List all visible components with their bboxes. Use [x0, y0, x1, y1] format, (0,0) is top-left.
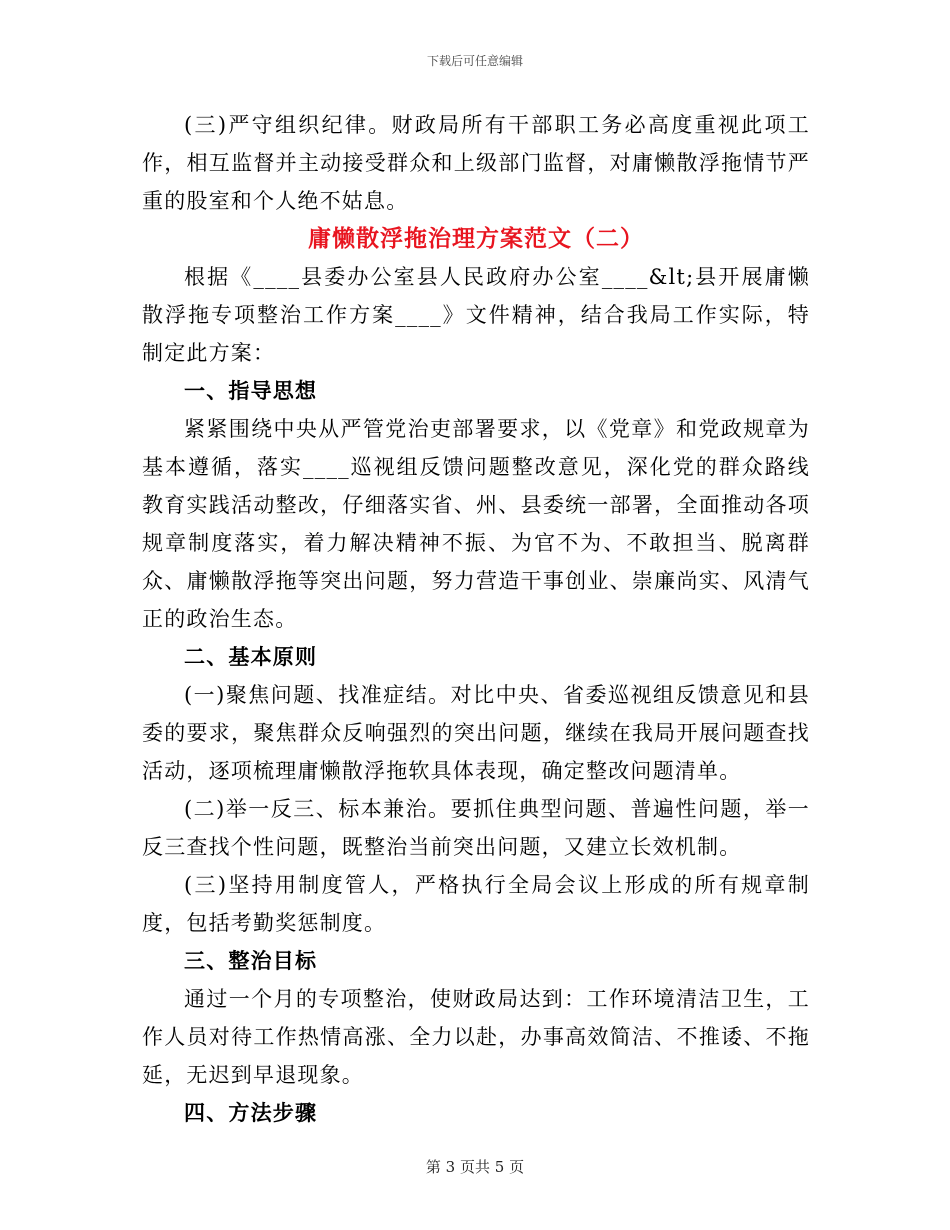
paragraph-guiding-ideology: 紧紧围绕中央从严管党治吏部署要求，以《党章》和党政规章为基本遵循，落实____巡视组反馈问题整改意见，深化党的群众路线教育实践活动整改，仔细落实省、州、县委统一部署，全面推动各项规章制度落实，着力解决精神不振、为官不为、不敢担当、脱离群众、庸懒散浮拖等突出问题，努力营造干事创业、崇廉尚实、风清气正的政治生态。: [142, 417, 810, 631]
paragraph-principle-1: (一)聚焦问题、找准症结。对比中央、省委巡视组反馈意见和县委的要求，聚焦群众反响强烈的突出问题，继续在我局开展问题查找活动，逐项梳理庸懒散浮拖软具体表现，确定整改问题清单。: [142, 683, 810, 783]
paragraph-principle-2: (二)举一反三、标本兼治。要抓住典型问题、普遍性问题，举一反三查找个性问题，既整治当前突出问题，又建立长效机制。: [142, 797, 810, 859]
page-header: 下载后可任意编辑: [426, 54, 523, 68]
paragraph-principle-3: (三)坚持用制度管人，严格执行全局会议上形成的所有规章制度，包括考勤奖惩制度。: [142, 873, 810, 935]
page-footer: 第 3 页共 5 页: [425, 1158, 525, 1176]
paragraph-discipline: (三)严守组织纪律。财政局所有干部职工务必高度重视此项工作，相互监督并主动接受群众和上级部门监督，对庸懒散浮拖情节严重的股室和个人绝不姑息。: [142, 113, 810, 213]
document-body: [142, 106, 810, 1132]
paragraph-goals: 通过一个月的专项整治，使财政局达到：工作环境清洁卫生，工作人员对待工作热情高涨、全力以赴，办事高效简洁、不推诿、不拖延，无迟到早退现象。: [142, 987, 810, 1087]
heading-guiding-ideology: 一、指导思想: [184, 378, 318, 403]
section-title: 庸懒散浮拖治理方案范文（二）: [308, 225, 644, 252]
heading-basic-principles: 二、基本原则: [184, 644, 318, 669]
heading-steps: 四、方法步骤: [184, 1100, 318, 1125]
paragraph-intro: 根据《____县委办公室县人民政府办公室____&lt;县开展庸懒散浮拖专项整治工作方案____》文件精神，结合我局工作实际，特制定此方案：: [142, 265, 810, 365]
heading-goals: 三、整治目标: [184, 948, 318, 973]
